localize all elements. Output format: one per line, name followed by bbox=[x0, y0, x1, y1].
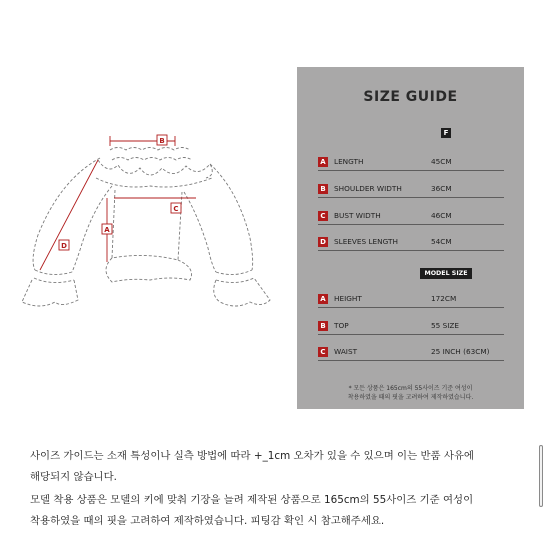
measure-value: 45CM bbox=[431, 157, 452, 166]
size-f-badge: F bbox=[441, 128, 451, 138]
model-value: 55 SIZE bbox=[431, 321, 459, 330]
marker-d: D bbox=[61, 242, 67, 250]
letter-badge: A bbox=[318, 157, 328, 167]
row-divider bbox=[318, 224, 504, 225]
fit-note-line-1: * 모든 상품은 165cm의 55사이즈 기준 여성이 bbox=[348, 385, 473, 392]
measure-label: SLEEVES LENGTH bbox=[334, 237, 398, 246]
row-divider bbox=[318, 250, 504, 251]
model-row-waist bbox=[318, 347, 504, 361]
row-divider bbox=[318, 170, 504, 171]
row-divider bbox=[318, 360, 504, 361]
marker-c: C bbox=[173, 205, 179, 213]
letter-badge: B bbox=[318, 321, 328, 331]
description-line-4: 착용하였을 때의 핏을 고려하여 제작하였습니다. 피팅감 확인 시 참고해주세요. bbox=[30, 515, 385, 527]
letter-badge: C bbox=[318, 211, 328, 221]
model-label: HEIGHT bbox=[334, 294, 362, 303]
measure-row-length bbox=[318, 157, 504, 171]
letter-badge: A bbox=[318, 294, 328, 304]
letter-badge: B bbox=[318, 184, 328, 194]
letter-badge: C bbox=[318, 347, 328, 357]
measure-value: 36CM bbox=[431, 184, 452, 193]
model-row-height bbox=[318, 294, 504, 308]
model-size-badge: MODEL SIZE bbox=[420, 268, 472, 279]
model-row-top bbox=[318, 321, 504, 335]
fit-note-line-2: 착용하였을 때의 핏을 고려하여 제작하였습니다. bbox=[347, 394, 474, 401]
size-guide-title: SIZE GUIDE bbox=[363, 89, 458, 105]
row-divider bbox=[318, 307, 504, 308]
description-line-1: 사이즈 가이드는 소재 특성이나 실측 방법에 따라 +_1cm 오차가 있을 수 있으며 이는 반품 사유에 bbox=[30, 450, 474, 462]
measure-row-bust-width bbox=[318, 211, 504, 225]
measure-value: 46CM bbox=[431, 211, 452, 220]
measure-label: SHOULDER WIDTH bbox=[334, 184, 402, 193]
size-guide-panel bbox=[297, 67, 524, 409]
measure-value: 54CM bbox=[431, 237, 452, 246]
row-divider bbox=[318, 334, 504, 335]
description-line-2: 해당되지 않습니다. bbox=[30, 471, 117, 483]
model-value: 172CM bbox=[431, 294, 457, 303]
model-label: TOP bbox=[334, 321, 349, 330]
letter-badge: D bbox=[318, 237, 328, 247]
marker-a: A bbox=[104, 226, 110, 234]
description-line-3: 모델 착용 상품은 모델의 키에 맞춰 기장을 늘려 제작된 상품으로 165cm의 55사이즈 기준 여성이 bbox=[30, 494, 474, 506]
vertical-scrollbar[interactable] bbox=[539, 445, 543, 507]
measure-row-sleeves-length bbox=[318, 237, 504, 251]
marker-b: B bbox=[159, 137, 165, 145]
model-value: 25 INCH (63CM) bbox=[431, 347, 490, 356]
row-divider bbox=[318, 197, 504, 198]
measure-label: LENGTH bbox=[334, 157, 364, 166]
measure-row-shoulder-width bbox=[318, 184, 504, 198]
measure-label: BUST WIDTH bbox=[334, 211, 381, 220]
scrollbar-thumb[interactable] bbox=[539, 445, 543, 507]
garment-illustration bbox=[0, 120, 290, 320]
model-label: WAIST bbox=[334, 347, 358, 356]
